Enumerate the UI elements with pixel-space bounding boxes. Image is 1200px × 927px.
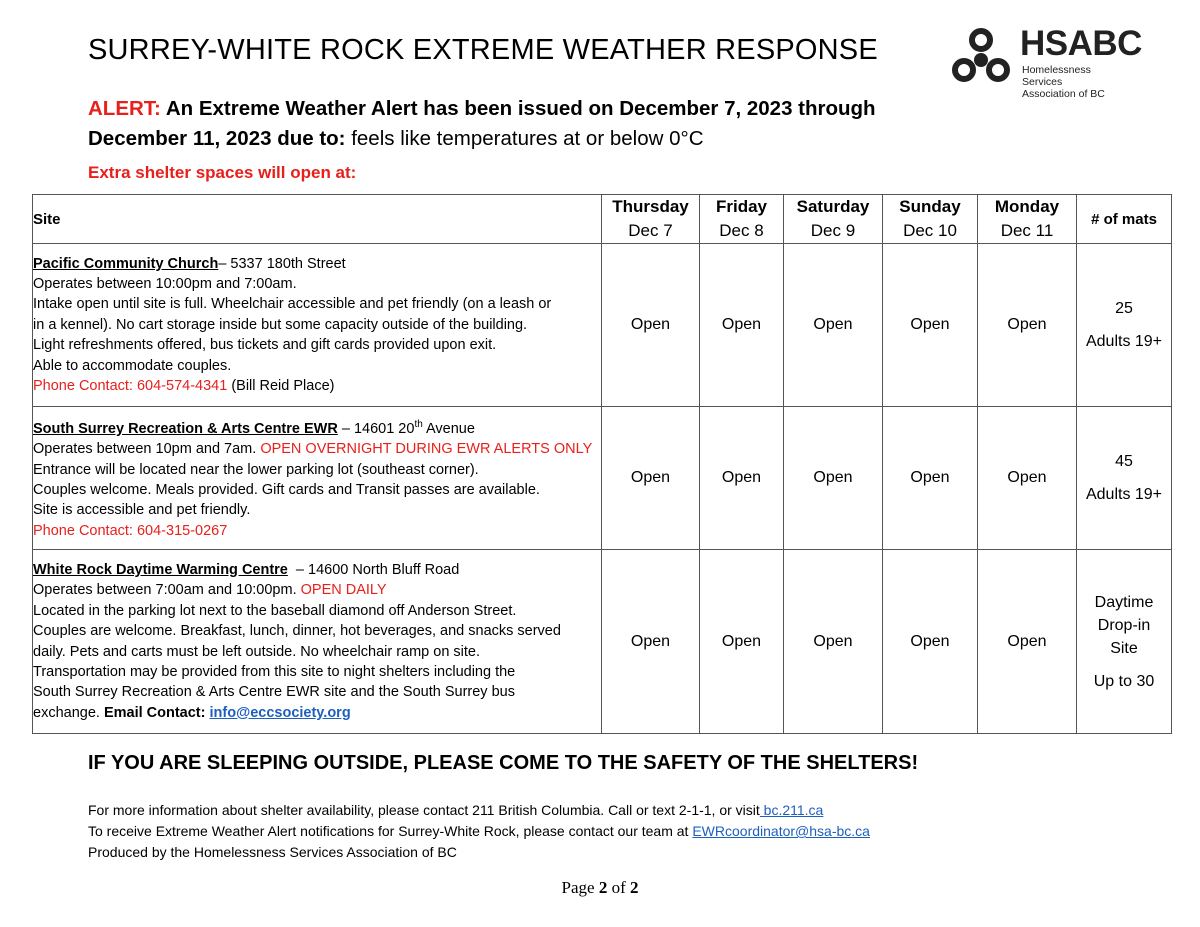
site-address: – 14601 20th Avenue (337, 418, 475, 437)
alert-text-1: An Extreme Weather Alert has been issued on December 7, 2023 through (160, 97, 876, 120)
status-sunday: Open (883, 407, 978, 550)
phone-contact: Phone Contact: 604-574-4341 (33, 378, 228, 395)
status-friday: Open (700, 550, 784, 734)
hsabc-logo (950, 24, 1142, 100)
hsabc-logo-icon (950, 28, 1012, 90)
status-saturday: Open (784, 407, 883, 550)
site-line: Transportation may be provided from this site to night shelters including the (33, 663, 516, 680)
site-line: Operates between 10:00pm and 7:00am. (33, 275, 297, 292)
info-line-3: Produced by the Homelessness Services Association of BC (88, 844, 457, 860)
status-monday: Open (978, 407, 1077, 550)
alert-reason: feels like temperatures at or below 0°C (345, 127, 704, 150)
status-friday: Open (700, 244, 784, 407)
site-line: Able to accommodate couples. (33, 357, 232, 374)
site-hours-alert: OPEN OVERNIGHT DURING EWR ALERTS ONLY (260, 441, 593, 458)
mats-eligibility: Adults 19+ (1085, 333, 1163, 350)
site-line: Site is accessible and pet friendly. (33, 502, 251, 519)
status-sunday: Open (883, 550, 978, 734)
site-name: Pacific Community Church (33, 255, 219, 272)
info-line-2: To receive Extreme Weather Alert notifications for Surrey-White Rock, please contact our team at (88, 823, 693, 839)
email-link[interactable]: info@eccsociety.org (209, 704, 351, 721)
site-line: Light refreshments offered, bus tickets and gift cards provided upon exit. (33, 337, 497, 354)
mats-capacity (1077, 244, 1172, 407)
mats-capacity (1077, 407, 1172, 550)
mats-eligibility: Adults 19+ (1085, 486, 1163, 503)
site-line: South Surrey Recreation & Arts Centre EWR site and the South Surrey bus (33, 684, 515, 701)
site-line: in a kennel). No cart storage inside but some capacity outside of the building. (33, 316, 528, 333)
site-address: – 14600 North Bluff Road (287, 561, 460, 578)
info-line-1: For more information about shelter availability, please contact 211 British Columbia. Call or text 2-1-1, or visit (88, 802, 760, 818)
page-title: SURREY-WHITE ROCK EXTREME WEATHER RESPONSE (88, 34, 878, 66)
mats-header: # of mats (1077, 195, 1172, 244)
mats-count: 25 (1115, 300, 1133, 317)
info-footer (88, 800, 870, 863)
day-header-monday: Monday Dec 11 (978, 195, 1077, 244)
site-hours: Operates between 10pm and 7am. (33, 441, 261, 458)
day-header-sunday: Sunday Dec 10 (883, 195, 978, 244)
table-row-pacific-community-church (33, 244, 1172, 407)
status-friday: Open (700, 407, 784, 550)
ewr-coordinator-email-link[interactable]: EWRcoordinator@hsa-bc.ca (692, 823, 870, 839)
bc211-link[interactable]: bc.211.ca (759, 802, 824, 818)
status-thursday: Open (602, 407, 700, 550)
page-number: Page 2 of 2 (561, 878, 639, 897)
alert-text-2: December 11, 2023 due to: (88, 127, 346, 150)
site-address: – 5337 180th Street (218, 255, 346, 272)
site-hours-alert: OPEN DAILY (300, 582, 387, 599)
mats-type-line: Daytime (1094, 593, 1154, 611)
site-name: South Surrey Recreation & Arts Centre EWR (33, 420, 338, 437)
day-header-friday: Friday Dec 8 (700, 195, 784, 244)
site-line: Intake open until site is full. Wheelchair accessible and pet friendly (on a leash or (33, 296, 552, 313)
site-hours: Operates between 7:00am and 10:00pm. (33, 582, 301, 599)
status-monday: Open (978, 244, 1077, 407)
table-row-white-rock-daytime-warming-centre (33, 550, 1172, 734)
status-monday: Open (978, 550, 1077, 734)
site-description (33, 407, 602, 550)
site-line: Couples are welcome. Breakfast, lunch, dinner, hot beverages, and snacks served (33, 623, 561, 640)
site-description (33, 550, 602, 734)
status-saturday: Open (784, 550, 883, 734)
shelter-table (32, 194, 1172, 734)
site-name: White Rock Daytime Warming Centre (33, 561, 288, 578)
mats-capacity (1077, 550, 1172, 734)
site-line: exchange. (33, 704, 104, 721)
status-saturday: Open (784, 244, 883, 407)
logo-subtitle (1022, 64, 1130, 100)
site-line: Couples welcome. Meals provided. Gift cards and Transit passes are available. (33, 481, 540, 498)
table-header-row (33, 195, 1172, 244)
site-line: Entrance will be located near the lower parking lot (southeast corner). (33, 461, 479, 478)
logo-name: HSABC (1020, 24, 1142, 63)
phone-note: (Bill Reid Place) (227, 378, 335, 395)
mats-count: Up to 30 (1093, 672, 1155, 690)
day-header-thursday: Thursday Dec 7 (602, 195, 700, 244)
site-line: Located in the parking lot next to the baseball diamond off Anderson Street. (33, 602, 517, 619)
day-header-saturday: Saturday Dec 9 (784, 195, 883, 244)
site-description (33, 244, 602, 407)
alert-label: ALERT: (88, 97, 161, 120)
logo-subtitle-line1: Homelessness Services (1022, 64, 1091, 88)
status-thursday: Open (602, 244, 700, 407)
table-row-south-surrey-recreation (33, 407, 1172, 550)
site-header: Site (33, 195, 602, 244)
logo-subtitle-line2: Association of BC (1022, 88, 1105, 100)
phone-contact: Phone Contact: 604-315-0267 (33, 522, 228, 539)
outside-message: IF YOU ARE SLEEPING OUTSIDE, PLEASE COME TO THE SAFETY OF THE SHELTERS! (88, 752, 919, 774)
extra-spaces-heading: Extra shelter spaces will open at: (88, 163, 357, 182)
email-contact-label: Email Contact: (103, 704, 206, 721)
status-thursday: Open (602, 550, 700, 734)
site-line: daily. Pets and carts must be left outside. No wheelchair ramp on site. (33, 643, 481, 660)
mats-type-line: Site (1110, 639, 1138, 657)
alert-message (88, 94, 988, 154)
mats-count: 45 (1115, 453, 1133, 470)
status-sunday: Open (883, 244, 978, 407)
mats-type-line: Drop-in (1097, 616, 1151, 634)
